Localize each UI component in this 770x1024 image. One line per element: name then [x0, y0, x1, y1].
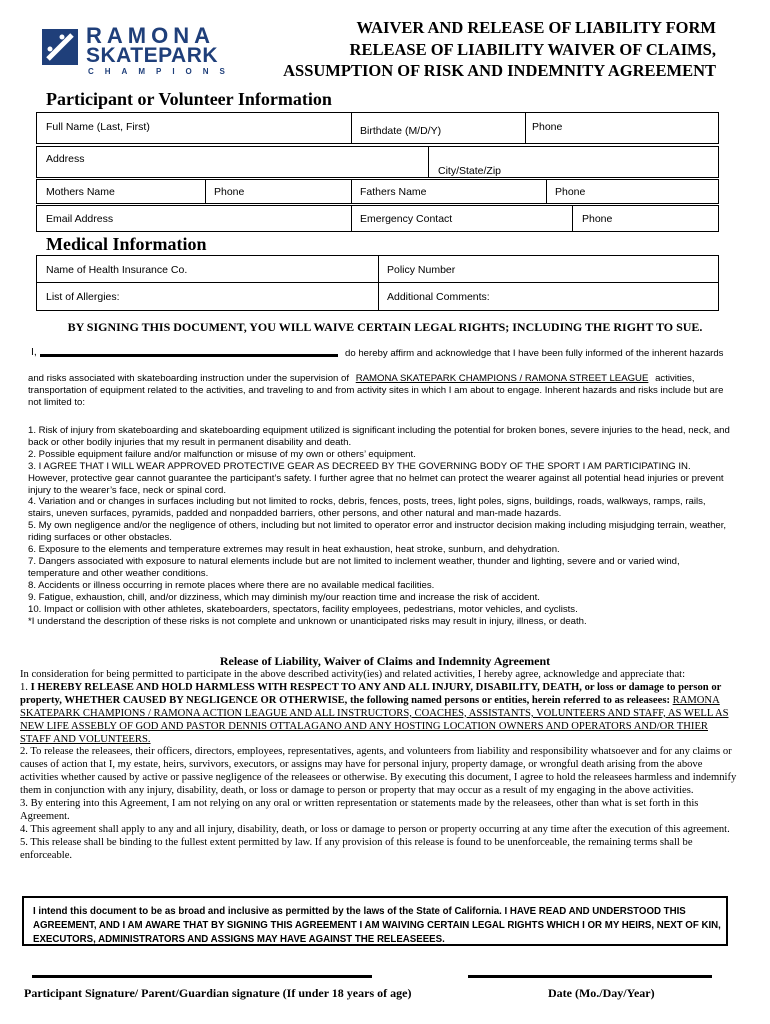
row-parents	[36, 179, 719, 204]
risk-item: 4. Variation and or changes in surfaces including but not limited to rocks, debris, fences, posts, trees, light poles, signs, buildings, roads, walkways, ramps, rails, stairs, uneven surfaces, pyramids, padded and nonpadded barriers, other persons, and other natural and man-made hazards.	[28, 496, 706, 520]
comments-field[interactable]: Additional Comments:	[387, 291, 490, 303]
intent-statement-box	[22, 896, 728, 946]
emergency-contact-field[interactable]: Emergency Contact	[360, 213, 453, 225]
divider	[572, 206, 573, 231]
row-address	[36, 146, 719, 178]
row-contact	[36, 205, 719, 232]
risk-item: *I understand the description of these risks is not complete and unknown or unanticipated risks may result in injury, illness, or death.	[28, 615, 587, 627]
legal-rights-warning: BY SIGNING THIS DOCUMENT, YOU WILL WAIVE CERTAIN LEGAL RIGHTS; INCLUDING THE RIGHT TO SUE.	[67, 320, 703, 334]
affirm-text-2b: activities,	[655, 373, 695, 384]
release-item-1-bold: I HEREBY RELEASE AND HOLD HARMLESS WITH RESPECT TO ANY AND ALL INJURY, DISABILITY, DEATH, or loss or damage to person or property, WHETHER CAUSED BY NEGLIGENCE OR OTHERWISE, the following named persons or entities, herein referred to as releasees:	[20, 681, 722, 706]
affirm-text-3: transportation of equipment related to the activities, and traveling to and from activity sites in which I am about to engage. Inherent hazards and risks include but are not limited to:	[28, 384, 724, 408]
row-name	[36, 112, 719, 144]
release-intro: In consideration for being permitted to participate in the above described activity(ies) and related activities, I hereby agree, acknowledge and appreciate that:	[20, 669, 686, 680]
participant-signature-label: Participant Signature/ Parent/Guardian signature (If under 18 years of age)	[24, 986, 412, 1000]
form-title-line-3: ASSUMPTION OF RISK AND INDEMNITY AGREEMENT	[283, 61, 716, 80]
address-field[interactable]: Address	[46, 153, 85, 165]
release-item-1	[20, 682, 738, 747]
release-body	[20, 669, 738, 863]
divider	[525, 113, 526, 143]
city-state-zip-field[interactable]: City/State/Zip	[438, 165, 502, 177]
mothers-name-field[interactable]: Mothers Name	[46, 186, 115, 198]
allergies-field[interactable]: List of Allergies:	[46, 291, 120, 303]
risk-list	[28, 425, 733, 627]
releasee-names: RAMONA SKATEPARK CHAMPIONS / RAMONA ACTION LEAGUE AND ALL INSTRUCTORS, COACHES, ASSISTANTS, VOLUNTEERS AND STAFF, AS WELL AS NEW LIFE ASSEBLY OF GOD AND PASTOR DENNIS OTTALAGANO AND ANY HOSTING LOCATION OWNERS AND OPERATORS AND/OR THIER STAFF AND VOLUNTEERS.	[20, 694, 729, 745]
full-name-field[interactable]: Full Name (Last, First)	[46, 121, 150, 133]
participant-heading: Participant or Volunteer Information	[46, 89, 332, 109]
divider	[428, 147, 429, 177]
divider	[351, 180, 352, 203]
risk-item: 10. Impact or collision with other athletes, skateboarders, spectators, facility employees, pedestrians, motor vehicles, and cyclists.	[28, 603, 578, 615]
fathers-name-field[interactable]: Fathers Name	[360, 186, 427, 198]
participant-signature-line[interactable]	[32, 975, 372, 978]
release-item-1-number: 1.	[20, 681, 28, 693]
divider	[378, 256, 379, 310]
divider	[205, 180, 206, 203]
risk-item: 8. Accidents or illness occurring in remote places where there are no available medical facilities.	[28, 579, 435, 591]
release-item-5: 5. This release shall be binding to the fullest extent permitted by law. If any provision of this release is found to be unenforceable, the remaining terms shall be enforceable.	[20, 836, 693, 861]
risk-item: 3. I AGREE THAT I WILL WEAR APPROVED PROTECTIVE GEAR AS DECREED BY THE GOVERNING BODY OF THE SPORT I AM PARTICIPATING IN. However, protective gear cannot guarantee the participant’s safety. I further agree that no helmet can protect the wearer against all potential head injuries or prevent injury to the wearer’s face, neck or spinal cord.	[28, 460, 724, 496]
form-title-line-2: RELEASE OF LIABILITY WAIVER OF CLAIMS,	[349, 40, 716, 59]
divider	[37, 282, 718, 283]
logo-line-3: CHAMPIONS	[88, 67, 236, 76]
divider	[351, 206, 352, 231]
release-item-3: 3. By entering into this Agreement, I am not relying on any oral or written representation or statements made by the releasees, other than what is set forth in this Agreement.	[20, 798, 699, 822]
phone-field[interactable]: Phone	[532, 121, 563, 133]
medical-table	[36, 255, 719, 311]
risk-item: 1. Risk of injury from skateboarding and skateboarding equipment utilized is significant including the potential for broken bones, severe injuries to the head, neck, and back or other bodily injuries that my result in permanent disability and death.	[28, 425, 730, 448]
risk-item: 5. My own negligence and/or the negligence of others, including but not limited to operator error and instructor decision making including misjudging terrain, weather, riding surfaces or other obstacles.	[28, 520, 727, 544]
affirm-paragraph	[28, 373, 736, 409]
divider	[351, 113, 352, 143]
date-label: Date (Mo./Day/Year)	[548, 986, 655, 1000]
release-heading: Release of Liability, Waiver of Claims and Indemnity Agreement	[219, 654, 551, 668]
insurance-field[interactable]: Name of Health Insurance Co.	[46, 264, 188, 276]
date-signature-line[interactable]	[468, 975, 712, 978]
affirm-i: I,	[31, 346, 37, 358]
email-field[interactable]: Email Address	[46, 213, 114, 225]
skateboard-logo-icon	[42, 29, 78, 65]
risk-item: 6. Exposure to the elements and temperature extremes may result in heat exhaustion, heat stroke, sunburn, and dehydration.	[28, 544, 560, 556]
birthdate-field[interactable]: Birthdate (M/D/Y)	[360, 125, 442, 137]
divider	[546, 180, 547, 203]
risk-item: 2. Possible equipment failure and/or malfunction or misuse of my own or others’ equipment.	[28, 448, 416, 460]
logo-line-1: RAMONA	[86, 23, 215, 48]
medical-heading: Medical Information	[46, 234, 207, 254]
affirm-text-1: do hereby affirm and acknowledge that I have been fully informed of the inherent hazards	[345, 348, 724, 359]
policy-number-field[interactable]: Policy Number	[387, 264, 456, 276]
risk-item: 9. Fatigue, exhaustion, chill, and/or dizziness, which may diminish my/our reaction time and increase the risk of accident.	[28, 591, 540, 603]
intent-statement: I intend this document to be as broad and inclusive as permitted by the laws of the State of California. I HAVE READ AND UNDERSTOOD THIS AGREEMENT, AND I AM AWARE THAT BY SIGNING THIS AGREEMENT I AM WAIVING CERTAIN LEGAL RIGHTS WHICH I OR MY HEIRS, NEXT OF KIN, EXECUTORS, ADMINISTRATORS AND ASSIGNS MAY HAVE AGAINST THE RELEASEEES.	[33, 906, 721, 945]
logo-line-2: SKATEPARK	[86, 44, 219, 67]
emergency-phone-field[interactable]: Phone	[582, 213, 613, 225]
risk-item: 7. Dangers associated with exposure to natural elements include but are not limited to inclement weather, thunder and lighting, severe and or varied wind, temperature and other weather conditions.	[28, 555, 680, 579]
release-item-4: 4. This agreement shall apply to any and all injury, disability, death, or loss or damage to person or property occurring at any time after the execution of this agreement.	[20, 823, 730, 835]
fathers-phone-field[interactable]: Phone	[555, 186, 586, 198]
form-title-line-1: WAIVER AND RELEASE OF LIABILITY FORM	[356, 18, 716, 37]
mothers-phone-field[interactable]: Phone	[214, 186, 245, 198]
participant-name-line[interactable]	[40, 354, 338, 357]
release-item-2: 2. To release the releasees, their officers, directors, employees, representatives, agents, and volunteers from liability and responsibility whatsoever and for any claims or causes of action that I, my estate, heirs, survivors, executors, or assigns may have for personal injury, property damage, or wrongful death arising from the above activities whether caused by active or passive negligence of the releasees or otherwise. By executing this document, I agree to hold the releasees harmless and indemnify them in conjunction with any injury, disability, death, or loss or damage to person or property that may occur as a result of my engaging in the above activities.	[20, 746, 737, 797]
affirm-organization: RAMONA SKATEPARK CHAMPIONS / RAMONA STREET LEAGUE	[355, 373, 649, 384]
logo	[42, 25, 242, 77]
affirm-text-2a: and risks associated with skateboarding instruction under the supervision of	[28, 373, 350, 384]
